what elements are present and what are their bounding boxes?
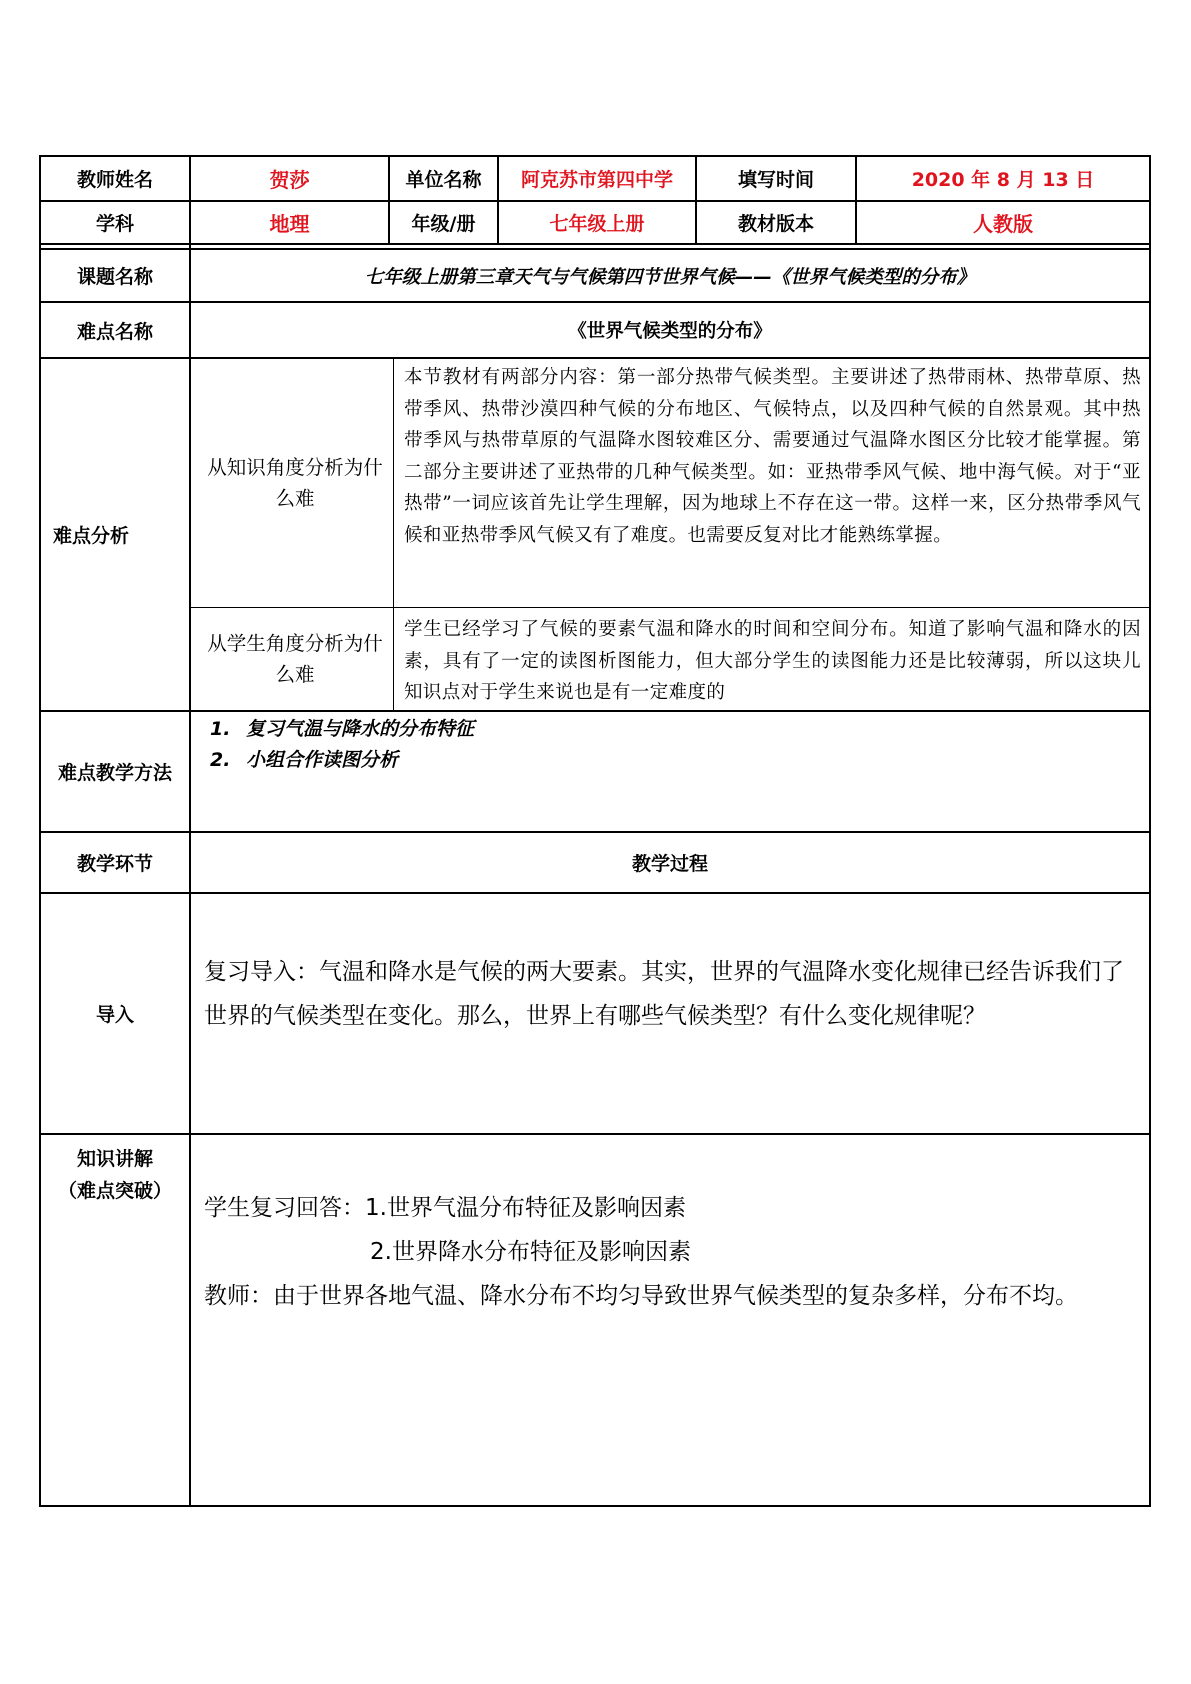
- unit-name-value: 阿克苏市第四中学: [520, 169, 673, 191]
- analysis-divider: [393, 358, 394, 711]
- row-divider: [39, 710, 1151, 712]
- explain-label-line: 知识讲解: [76, 1148, 153, 1170]
- intro-label: 导入: [95, 1004, 134, 1026]
- intro-line: 复习导入：气温和降水是气候的两大要素。其实，世界的气温降水变化规律已经告诉我们了: [204, 959, 1124, 985]
- method-item-number: 1.: [210, 718, 231, 740]
- teacher-name-label: 教师姓名: [76, 169, 153, 191]
- edition-value: 人教版: [973, 212, 1033, 236]
- explain-line: 教师：由于世界各地气温、降水分布不均匀导致世界气候类型的复杂多样，分布不均。: [204, 1283, 1078, 1309]
- topic-label: 课题名称: [76, 266, 153, 288]
- table-border-bottom: [39, 1505, 1151, 1507]
- grade-label: 年级/册: [411, 213, 476, 235]
- grade-value: 七年级上册: [549, 213, 645, 235]
- analysis-label: 难点分析: [53, 525, 130, 547]
- row-divider: [39, 243, 1151, 245]
- edition-label: 教材版本: [737, 213, 814, 235]
- method-label: 难点教学方法: [57, 762, 172, 784]
- row-divider: [39, 892, 1151, 894]
- difficulty-value: 《世界气候类型的分布》: [568, 321, 772, 342]
- method-item-text: 复习气温与降水的分布特征: [246, 718, 475, 740]
- explain-line: 学生复习回答：1.世界气温分布特征及影响因素: [204, 1195, 686, 1221]
- explain-label: [41, 1143, 189, 1223]
- method-item-text: 小组合作读图分析: [246, 749, 399, 771]
- unit-name-label: 单位名称: [405, 169, 482, 191]
- section-label: 教学环节: [76, 853, 153, 875]
- method-list: [210, 714, 1140, 824]
- fill-date-label: 填写时间: [737, 169, 814, 191]
- intro-line: 世界的气候类型在变化。那么，世界上有哪些气候类型？有什么变化规律呢？: [204, 1003, 986, 1029]
- explain-line: 2.世界降水分布特征及影响因素: [370, 1239, 691, 1265]
- student-analysis-text: 学生已经学习了气候的要素气温和降水的时间和空间分布。知道了影响气温和降水的因素，具有了一定的读图析图能力，但大部分学生的读图能力还是比较薄弱，所以这块儿知识点对于学生来说也是有一定难度的: [404, 619, 1141, 703]
- subject-label: 学科: [95, 213, 134, 235]
- knowledge-analysis-label: [205, 359, 385, 607]
- difficulty-label: 难点名称: [76, 320, 153, 343]
- intro-text: [204, 950, 1144, 1080]
- knowledge-analysis-text: 本节教材有两部分内容：第一部分热带气候类型。主要讲述了热带雨林、热带草原、热带季风、热带沙漠四种气候的分布地区、气候特点，以及四种气候的自然景观。其中热带季风与热带草原的气温降水图较难区分、需要通过气温降水图区分比较才能掌握。第二部分主要讲述了亚热带的几种气候类型。如：亚热带季风气候、地中海气候。对于“亚热带”一词应该首先让学生理解，因为地球上不存在这一带。这样一来，区分热带季风气候和亚热带季风气候又有了难度。也需要反复对比才能熟练掌握。: [404, 367, 1141, 546]
- method-item: [210, 714, 1140, 745]
- knowledge-analysis-label-text: 从知识角度分析为什么难: [207, 456, 383, 510]
- teacher-name-value: 贺莎: [269, 168, 310, 192]
- row-divider: [39, 1133, 1151, 1135]
- fill-date-value: 2020 年 8 月 13 日: [911, 169, 1095, 191]
- student-analysis-label: [205, 608, 385, 710]
- explain-label-line: （难点突破）: [57, 1180, 172, 1202]
- method-item-number: 2.: [210, 749, 231, 771]
- student-analysis-label-text: 从学生角度分析为什么难: [207, 632, 383, 686]
- explain-text: [204, 1186, 1144, 1326]
- subject-value: 地理: [269, 212, 310, 236]
- topic-value: 七年级上册第三章天气与气候第四节世界气候——《世界气候类型的分布》: [364, 266, 976, 288]
- section-value: 教学过程: [631, 853, 708, 875]
- method-item: [210, 745, 1140, 776]
